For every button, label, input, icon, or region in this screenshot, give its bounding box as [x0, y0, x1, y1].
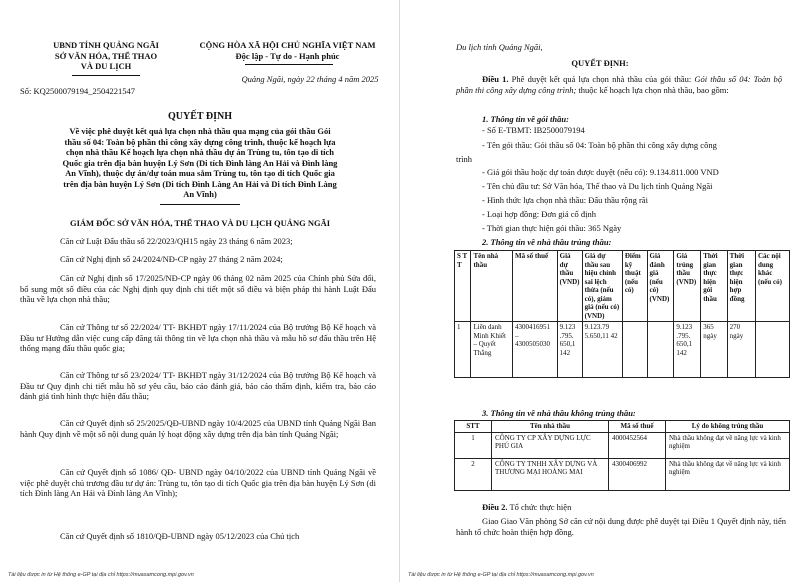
nation-line-1: CỘNG HÒA XÃ HỘI CHỦ NGHĨA VIỆT NAM: [199, 40, 376, 50]
document-number: Số: KQ2500079194_2504221547: [20, 86, 135, 96]
package-info-0: - Số E-TBMT: IB2500079194: [482, 125, 585, 135]
article-1: [456, 74, 782, 95]
subject-line: trên địa bàn huyện Lý Sơn (Di tích Đình Làng An Hải và Di tích Đình Làng: [63, 178, 337, 189]
col-tax-code: Mã số thuế: [513, 251, 558, 322]
article-1-tail: thuộc kế hoạch lựa chọn nhà thầu, bao gồm:: [576, 84, 729, 95]
legal-basis-3: Căn cứ Nghị định số 17/2025/NĐ-CP ngày 06 tháng 02 năm 2025 của Chính phủ Sửa đổi, bổ sung một số điều của các Nghị định quy định chi tiết một số điều và biện pháp thi hành Luật Đấu thầu về lựa chọn nhà thầu;: [20, 273, 376, 304]
subject-line: Quốc gia trên địa bàn huyện Lý Sơn (Di tích Đình làng An Hải và Đình làng: [62, 157, 338, 168]
national-header: [180, 40, 395, 61]
article-2: [482, 502, 782, 513]
cell-win-price: 9.123 .795. 650,1 142: [674, 322, 701, 378]
legal-basis-2: Căn cứ Nghị định số 24/2024/NĐ-CP ngày 27 tháng 2 năm 2024;: [60, 254, 283, 264]
legal-basis-7: Căn cứ Quyết định số 1086/ QĐ- UBND ngày 04/10/2022 của UBND tỉnh Quảng Ngãi về việc phê duyệt chủ trương đầu tư dự án: Trùng tu, tôn tạo di tích Quốc gia trên địa bàn huyện Lý Sơn (di tích Đình làng An Hải và Đình làng An Vĩnh);: [20, 467, 376, 498]
nation-line-2: Độc lập - Tự do - Hạnh phúc: [235, 50, 340, 61]
table-row: [455, 432, 790, 458]
col-bidder-name: Tên nhà thầu: [471, 251, 513, 322]
print-footer: Tài liệu được in từ Hệ thống e-GP tại địa chỉ https://muasamcong.mpi.gov.vn: [408, 572, 594, 578]
col-contract-time: Thời gian thực hiện hợp đồng: [727, 251, 755, 322]
table-row: [455, 322, 790, 378]
article-1-label: Điều 1.: [482, 74, 509, 84]
col-reason: Lý do không trúng thầu: [666, 421, 790, 433]
legal-basis-1: Căn cứ Luật Đấu thầu số 22/2023/QH15 ngày 23 tháng 6 năm 2023;: [60, 236, 293, 246]
subject-line: An Vĩnh): [183, 189, 217, 199]
cell-tax-code: 4300406992: [609, 458, 666, 490]
document-subject: [8, 126, 392, 200]
cell-stt: 1: [455, 432, 492, 458]
document-title: QUYẾT ĐỊNH: [168, 111, 232, 122]
agency-line-1: UBND TỈNH QUẢNG NGÃI: [53, 40, 159, 50]
table-row: [455, 458, 790, 490]
print-footer: Tài liệu được in từ Hệ thống e-GP tại địa chỉ https://muasamcong.mpi.gov.vn: [8, 572, 194, 578]
legal-basis-5: Căn cứ Thông tư số 23/2024/ TT- BKHĐT ngày 31/12/2024 của Bộ trưởng Bộ Kế hoạch và Đầu tư Quy định chi tiết mẫu hồ sơ yêu cầu, báo cáo đánh giá, báo cáo thẩm định, kiểm tra, báo cáo đánh giá tình hình thực hiện đấu thầu;: [20, 370, 376, 401]
legal-basis-6: Căn cứ Quyết định số 25/2025/QĐ-UBND ngày 10/4/2025 của UBND tỉnh Quảng Ngãi Ban hành Quy định về một số nội dung quản lý hoạt động xây dựng trên địa bàn tỉnh Quảng Ngãi;: [20, 418, 376, 439]
article-1-text: Phê duyệt kết quả lựa chọn nhà thầu của gói thầu:: [508, 74, 695, 84]
col-stt: STT: [455, 421, 492, 433]
col-tech-score: Điểm kỹ thuật (nếu có): [622, 251, 647, 322]
package-info-3: - Giá gói thầu hoặc dự toán được duyệt (nếu có): 9.134.811.000 VND: [482, 167, 719, 177]
cell-bidder-name: CÔNG TY TNHH XÂY DỰNG VÀ THƯƠNG MẠI HOÀNG MAI: [492, 458, 609, 490]
agency-line-2: SỞ VĂN HÓA, THỂ THAO: [54, 50, 158, 61]
cell-bidder-name: Liên danh Minh Khiết – Quyết Thắng: [471, 322, 513, 378]
article-1-package: Gói thầu số 04: Toàn bộ phần thi công xây dựng công trình;: [456, 74, 783, 95]
cell-reason: Nhà thầu không đạt về năng lực và kinh nghiệm: [666, 458, 790, 490]
cell-eval-price: [647, 322, 674, 378]
col-bidder-name: Tên nhà thầu: [492, 421, 609, 433]
article-2-label: Điều 2.: [482, 502, 508, 512]
continued-line: Du lịch tỉnh Quảng Ngãi,: [456, 42, 543, 52]
package-info-6: - Loại hợp đồng: Đơn giá cố định: [482, 209, 597, 219]
agency-underline: [72, 75, 140, 76]
table-header-row: [455, 251, 790, 322]
col-tax-code: Mã số thuế: [609, 421, 666, 433]
place-date: Quảng Ngãi, ngày 22 tháng 4 năm 2025: [241, 74, 379, 84]
subject-line: chọn nhà thầu Kế hoạch lựa chọn nhà thầu dự án Trùng tu, tôn tạo di tích: [65, 147, 335, 157]
decision-heading: QUYẾT ĐỊNH:: [571, 58, 629, 68]
package-info-7: - Thời gian thực hiện gói thầu: 365 Ngày: [482, 223, 622, 233]
losing-bidders-table: [454, 420, 790, 491]
subject-underline: [160, 204, 240, 205]
cell-tech-score: [622, 322, 647, 378]
col-eval-price: Giá đánh giá (nếu có) (VND): [647, 251, 674, 322]
cell-reason: Nhà thầu không đạt về năng lực và kinh nghiệm: [666, 432, 790, 458]
col-bid-price: Giá dự thầu (VND): [557, 251, 582, 322]
cell-stt: 1: [455, 322, 471, 378]
col-adjusted-price: Giá dự thầu sau hiệu chỉnh sai lệch thừa (nếu có), giảm giá (nếu có) (VND): [582, 251, 622, 322]
col-win-price: Giá trúng thầu (VND): [674, 251, 701, 322]
subject-line: Về việc phê duyệt kết quả lựa chọn nhà thầu qua mạng của gói thầu Gói: [69, 126, 331, 136]
package-info-4: - Tên chủ đầu tư: Sở Văn hóa, Thể thao và Du lịch tỉnh Quảng Ngãi: [482, 181, 713, 191]
col-package-time: Thời gian thực hiện gói thầu: [701, 251, 727, 322]
package-info-5: - Hình thức lựa chọn nhà thầu: Đấu thầu rộng rãi: [482, 195, 648, 205]
package-info-2: trình: [456, 154, 473, 164]
cell-tax-code: 4000452564: [609, 432, 666, 458]
subject-line: thầu số 04: Toàn bộ phần thi công xây dựng công trình, thuộc kế hoạch lựa: [64, 136, 336, 147]
col-stt: S T T: [455, 251, 471, 322]
motto-underline: [245, 64, 333, 65]
package-info-1: - Tên gói thầu: Gói thầu số 04: Toàn bộ phần thi công xây dựng công: [482, 140, 717, 150]
agency-line-3: VÀ DU LỊCH: [80, 61, 132, 71]
article-2-text: Tổ chức thực hiện: [507, 502, 572, 512]
winning-bidder-table: [454, 250, 790, 378]
section-1-title: 1. Thông tin về gói thầu:: [482, 114, 569, 124]
cell-stt: 2: [455, 458, 492, 490]
page-right: [400, 0, 800, 582]
legal-basis-8: Căn cứ Quyết định số 1810/QĐ-UBND ngày 05/12/2023 của Chủ tịch: [60, 531, 300, 541]
cell-bidder-name: CÔNG TY CP XÂY DỰNG LỰC PHÚ GIA: [492, 432, 609, 458]
subject-line: An Vĩnh), thuộc dự án/dự toán mua sắm Trùng tu, tôn tạo di tích Quốc gia: [65, 168, 335, 178]
col-other: Các nội dung khác (nếu có): [756, 251, 790, 322]
section-2-title: 2. Thông tin về nhà thầu trúng thầu:: [482, 237, 612, 247]
cell-contract-time: 270 ngày: [727, 322, 755, 378]
section-3-title: 3. Thông tin về nhà thầu không trúng thầu:: [482, 408, 636, 418]
table-header-row: [455, 421, 790, 433]
legal-basis-4: Căn cứ Thông tư số 22/2024/ TT- BKHĐT ngày 17/11/2024 của Bộ trưởng Bộ Kế hoạch và Đầu tư Hướng dẫn việc cung cấp đăng tải thông tin về lựa chọn nhà thầu và mẫu hồ sơ đấu thầu trên Hệ thống mạng đấu thầu quốc gia;: [20, 322, 376, 353]
cell-adjusted-price: 9.123.79 5.650,11 42: [582, 322, 622, 378]
cell-bid-price: 9.123 .795. 650,1 142: [557, 322, 582, 378]
issuing-agency: [36, 40, 176, 72]
cell-tax-code: 4300416951 – 4300505030: [513, 322, 558, 378]
article-2-body: Giao Giao Văn phòng Sở căn cứ nội dung được phê duyệt tại Điều 1 Quyết định này, tiến hành tổ chức hoàn thiện hợp đồng.: [456, 516, 786, 537]
cell-package-time: 365 ngày: [701, 322, 727, 378]
director-heading: GIÁM ĐỐC SỞ VĂN HÓA, THỂ THAO VÀ DU LỊCH QUẢNG NGÃI: [69, 218, 331, 228]
cell-other: [756, 322, 790, 378]
